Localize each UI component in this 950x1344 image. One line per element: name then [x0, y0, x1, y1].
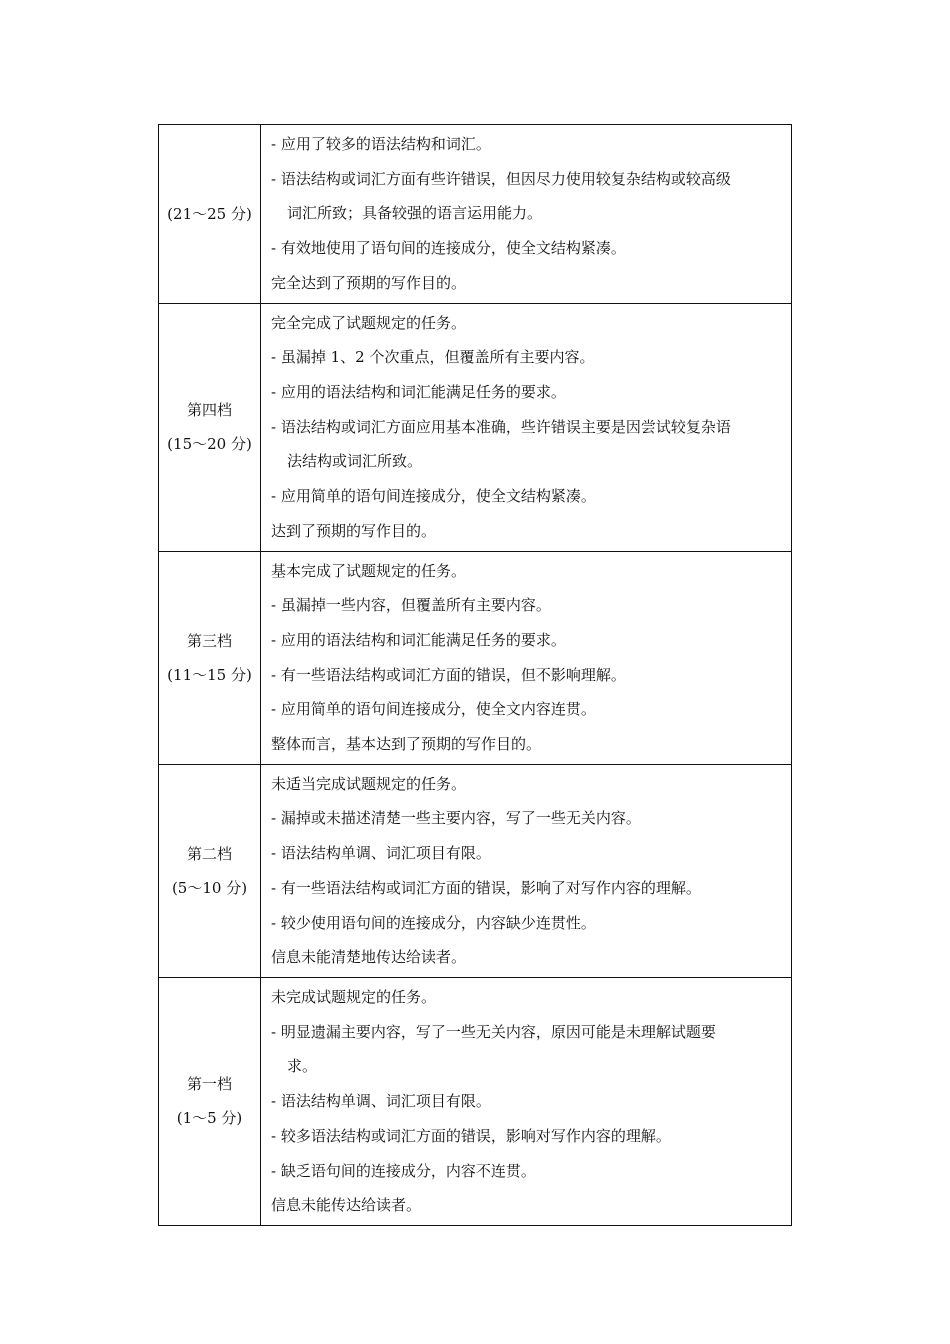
description-cell	[261, 977, 792, 1225]
description-line: - 虽漏掉一些内容，但覆盖所有主要内容。	[271, 596, 551, 615]
description-cell	[261, 125, 792, 304]
description-line: - 应用简单的语句间连接成分，使全文内容连贯。	[271, 700, 596, 719]
description-line: 信息未能清楚地传达给读者。	[271, 948, 467, 967]
table-row	[159, 551, 792, 764]
description-line: 完全完成了试题规定的任务。	[271, 313, 467, 332]
description-line: - 应用的语法结构和词汇能满足任务的要求。	[271, 382, 566, 401]
level-cell	[159, 125, 261, 304]
level-name: 第一档	[186, 1075, 232, 1094]
description-line: - 漏掉或未描述清楚一些主要内容，写了一些无关内容。	[271, 809, 641, 828]
description-line: - 应用的语法结构和词汇能满足任务的要求。	[271, 630, 566, 649]
level-range: (21～25 分)	[167, 204, 252, 223]
description-line: 完全达到了预期的写作目的。	[271, 273, 467, 292]
grading-table	[158, 124, 792, 1226]
description-line: - 较少使用语句间的连接成分，内容缺少连贯性。	[271, 913, 596, 932]
description-line: 未适当完成试题规定的任务。	[271, 774, 467, 793]
description-line: 信息未能传达给读者。	[271, 1196, 422, 1215]
description-cell	[261, 551, 792, 764]
description-line: 词汇所致；具备较强的语言运用能力。	[287, 204, 543, 223]
level-cell	[159, 977, 261, 1225]
description-line: 达到了预期的写作目的。	[271, 521, 437, 540]
description-line: - 语法结构单调、词汇项目有限。	[271, 1092, 491, 1111]
level-range: (1～5 分)	[176, 1109, 243, 1128]
description-line: - 语法结构或词汇方面有些许错误，但因尽力使用较复杂结构或较高级	[271, 169, 731, 188]
level-range: (11～15 分)	[167, 665, 252, 684]
level-name: 第三档	[186, 631, 232, 650]
description-line: - 应用简单的语句间连接成分，使全文结构紧凑。	[271, 487, 596, 506]
description-line: - 语法结构或词汇方面应用基本准确，些许错误主要是因尝试较复杂语	[271, 417, 731, 436]
description-line: 未完成试题规定的任务。	[271, 987, 437, 1006]
description-line: - 有效地使用了语句间的连接成分，使全文结构紧凑。	[271, 239, 626, 258]
table-row	[159, 977, 792, 1225]
description-line: - 缺乏语句间的连接成分，内容不连贯。	[271, 1161, 536, 1180]
level-range: (15～20 分)	[167, 435, 252, 454]
description-line: 法结构或词汇所致。	[287, 452, 423, 471]
table-row	[159, 303, 792, 551]
description-line: - 明显遗漏主要内容，写了一些无关内容，原因可能是未理解试题要	[271, 1022, 716, 1041]
level-cell	[159, 303, 261, 551]
description-line: 整体而言，基本达到了预期的写作目的。	[271, 735, 542, 754]
description-line: - 有一些语法结构或词汇方面的错误，但不影响理解。	[271, 665, 626, 684]
description-line: - 有一些语法结构或词汇方面的错误，影响了对写作内容的理解。	[271, 878, 701, 897]
description-cell	[261, 764, 792, 977]
description-line: - 应用了较多的语法结构和词汇。	[271, 135, 491, 153]
description-line: 求。	[287, 1057, 318, 1076]
description-line: - 虽漏掉 1、2 个次重点，但覆盖所有主要内容。	[271, 348, 595, 367]
description-line: - 语法结构单调、词汇项目有限。	[271, 844, 491, 863]
description-line: 基本完成了试题规定的任务。	[271, 561, 467, 580]
description-cell	[261, 303, 792, 551]
level-cell	[159, 764, 261, 977]
table-row	[159, 764, 792, 977]
table-row	[159, 125, 792, 304]
level-range: (5～10 分)	[171, 878, 248, 897]
level-name: 第四档	[186, 401, 232, 420]
level-cell	[159, 551, 261, 764]
level-name: 第二档	[186, 844, 232, 863]
description-line: - 较多语法结构或词汇方面的错误，影响对写作内容的理解。	[271, 1126, 671, 1145]
